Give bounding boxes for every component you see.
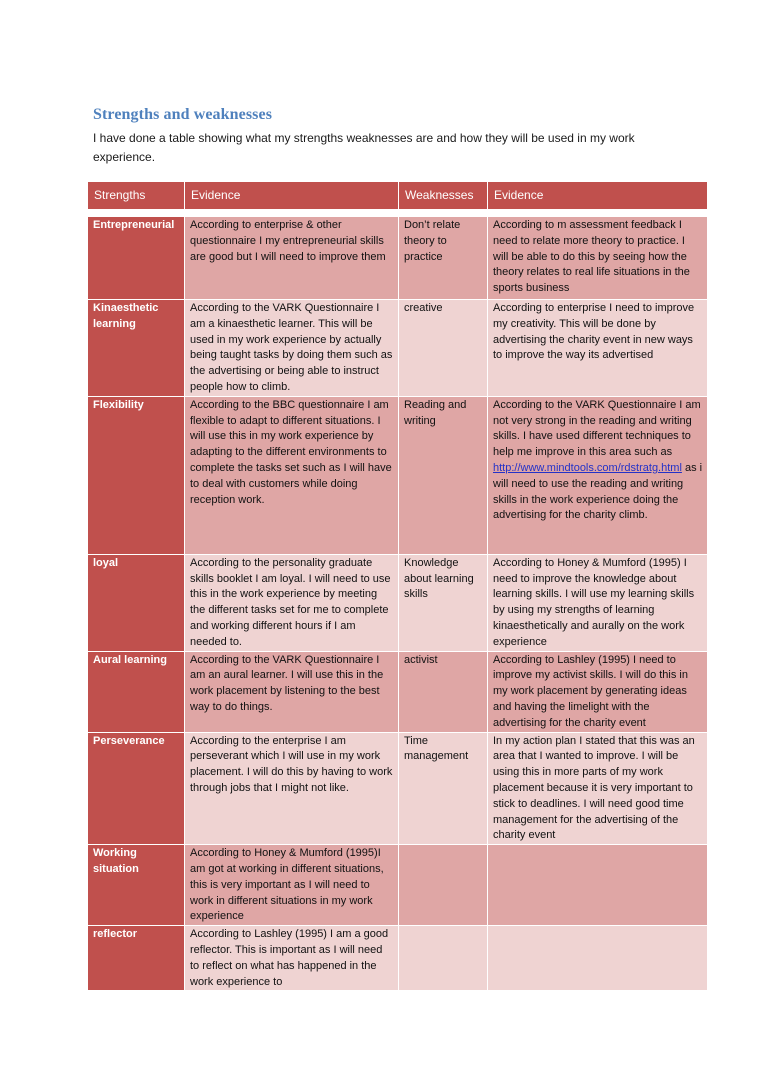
weakness-cell: Knowledge about learning skills	[399, 554, 488, 651]
table-row	[88, 926, 708, 991]
evidence-text-before-link: According to the VARK Questionnaire I am not very strong in the reading and writing skills. I have used different techniques to help me improve in this area such as	[493, 398, 701, 459]
strength-cell: Working situation	[88, 845, 185, 926]
weakness-evidence-cell: According to enterprise I need to improve my creativity. This will be done by advertising the charity event in new ways to improve the way its advertised	[488, 300, 708, 397]
weakness-evidence-cell	[488, 396, 708, 554]
strength-cell: Entrepreneurial	[88, 217, 185, 300]
strengths-weaknesses-table	[87, 181, 708, 991]
weakness-evidence-cell	[488, 845, 708, 926]
weakness-cell	[399, 926, 488, 991]
intro-paragraph: I have done a table showing what my strengths weaknesses are and how they will be used in my work experience.	[93, 131, 635, 164]
table-row	[88, 651, 708, 732]
strength-evidence-cell: According to Lashley (1995) I am a good reflector. This is important as I will need to reflect on what has happened in the work experience to	[185, 926, 399, 991]
weakness-cell	[399, 845, 488, 926]
strength-cell: Kinaesthetic learning	[88, 300, 185, 397]
strength-evidence-cell: According to the personality graduate skills booklet I am loyal. I will need to use this in the work experience by meeting the different tasks set for me to complete and working different hours if I am needed to.	[185, 554, 399, 651]
strength-evidence-cell: According to enterprise & other questionnaire I my entrepreneurial skills are good but I will need to improve them	[185, 217, 399, 300]
weakness-cell: Reading and writing	[399, 396, 488, 554]
strength-cell: Aural learning	[88, 651, 185, 732]
strength-cell: Perseverance	[88, 732, 185, 845]
strength-cell: reflector	[88, 926, 185, 991]
section-heading: Strengths and weaknesses	[93, 106, 273, 123]
header-strengths: Strengths	[88, 182, 185, 210]
evidence-text-after-link: as i will need to use the reading and writing skills in the work experience doing the advertising for the charity climb.	[493, 461, 703, 522]
strength-cell: loyal	[88, 554, 185, 651]
table-row	[88, 300, 708, 397]
mindtools-link[interactable]: http://www.mindtools.com/rdstratg.html	[493, 461, 682, 474]
weakness-evidence-cell: According to m assessment feedback I need to relate more theory to practice. I will be able to do this by seeing how the theory relates to real life situations in the sports business	[488, 217, 708, 300]
weakness-cell: Don’t relate theory to practice	[399, 217, 488, 300]
header-evidence-weakness: Evidence	[488, 182, 708, 210]
table-row	[88, 732, 708, 845]
strength-evidence-cell: According to the VARK Questionnaire I am a kinaesthetic learner. This will be used in my work experience by actually being taught tasks by doing them such as the advertising or being able to instruct people how to climb.	[185, 300, 399, 397]
weakness-cell: creative	[399, 300, 488, 397]
strength-cell: Flexibility	[88, 396, 185, 554]
weakness-evidence-cell: In my action plan I stated that this was an area that I wanted to improve. I will be using this in more parts of my work placement because it is very important to stick to deadlines. I will need good time management for the advertising of the charity event	[488, 732, 708, 845]
weakness-evidence-cell: According to Honey & Mumford (1995) I need to improve the knowledge about learning skills. I will use my learning skills by using my strengths of learning kinaesthetically and aurally on the work experience	[488, 554, 708, 651]
header-spacer	[88, 210, 708, 217]
table-header-row	[88, 182, 708, 210]
strength-evidence-cell: According to the VARK Questionnaire I am an aural learner. I will use this in the work placement by listening to the best way to do things.	[185, 651, 399, 732]
strength-evidence-cell: According to the enterprise I am perseverant which I will use in my work placement. I will do this by having to work through jobs that I might not like.	[185, 732, 399, 845]
table-row	[88, 217, 708, 300]
strength-evidence-cell: According to Honey & Mumford (1995)I am got at working in different situations, this is very important as I will need to work in different situations in my work experience	[185, 845, 399, 926]
weakness-cell: activist	[399, 651, 488, 732]
table-row	[88, 554, 708, 651]
table-row	[88, 396, 708, 554]
table-row	[88, 845, 708, 926]
weakness-evidence-cell: According to Lashley (1995) I need to improve my activist skills. I will do this in my work placement by generating ideas and having the limelight with the advertising for the charity event	[488, 651, 708, 732]
header-weaknesses: Weaknesses	[399, 182, 488, 210]
header-evidence: Evidence	[185, 182, 399, 210]
strength-evidence-cell: According to the BBC questionnaire I am flexible to adapt to different situations. I will use this in my work experience by adapting to the different environments to complete the tasks set such as I will have to deal with customers while doing reception work.	[185, 396, 399, 554]
weakness-cell: Time management	[399, 732, 488, 845]
weakness-evidence-cell	[488, 926, 708, 991]
